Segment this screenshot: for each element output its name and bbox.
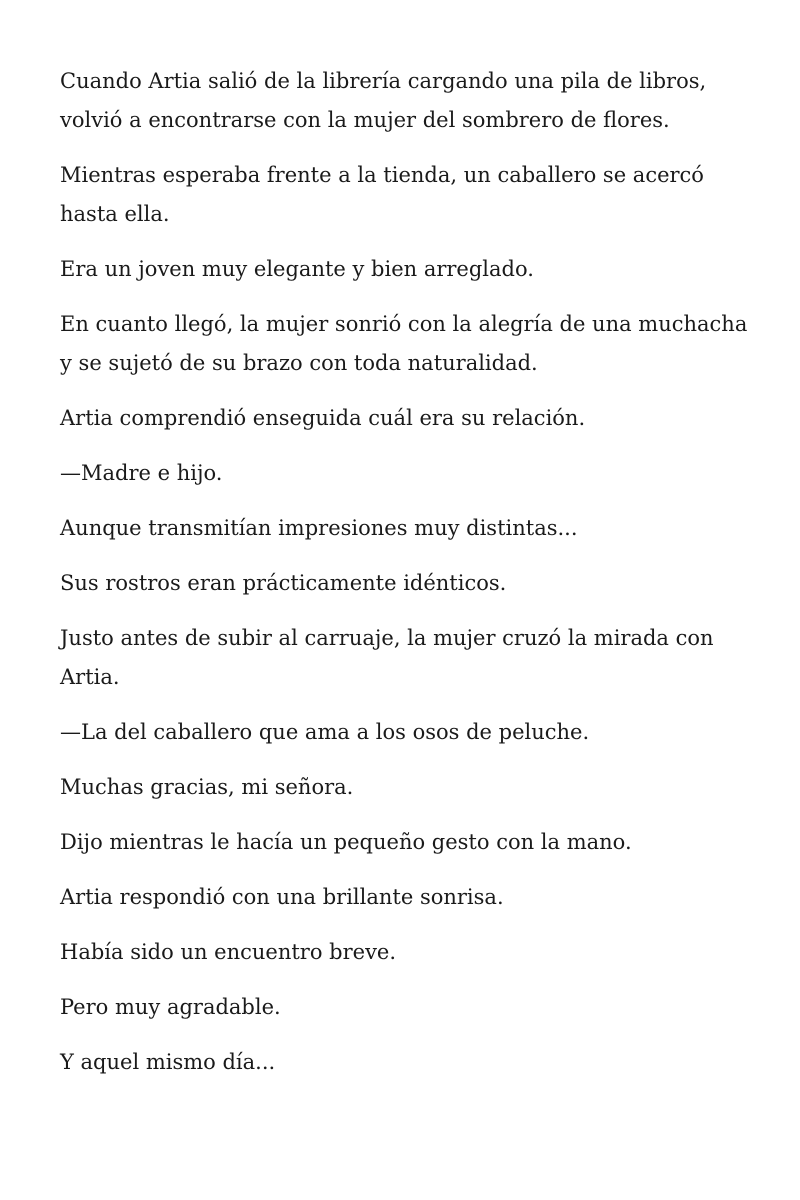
paragraph-8: Sus rostros eran prácticamente idénticos. xyxy=(60,571,507,595)
paragraph-11: Muchas gracias, mi señora. xyxy=(60,775,354,799)
paragraph-15: Pero muy agradable. xyxy=(60,995,281,1019)
paragraph-7: Aunque transmitían impresiones muy distintas... xyxy=(60,516,578,540)
paragraph-9: Justo antes de subir al carruaje, la mujer cruzó la mirada con Artia. xyxy=(60,626,714,689)
paragraph-14: Había sido un encuentro breve. xyxy=(60,940,397,964)
paragraph-2: Mientras esperaba frente a la tienda, un caballero se acercó hasta ella. xyxy=(60,163,704,226)
document-body xyxy=(60,62,750,1098)
paragraph-5: Artia comprendió enseguida cuál era su relación. xyxy=(60,406,586,430)
paragraph-1: Cuando Artia salió de la librería cargando una pila de libros, volvió a encontrarse con la mujer del sombrero de flores. xyxy=(60,69,707,132)
paragraph-12: Dijo mientras le hacía un pequeño gesto con la mano. xyxy=(60,830,632,854)
paragraph-3: Era un joven muy elegante y bien arreglado. xyxy=(60,257,534,281)
paragraph-13: Artia respondió con una brillante sonrisa. xyxy=(60,885,504,909)
paragraph-16: Y aquel mismo día... xyxy=(60,1050,276,1074)
paragraph-4: En cuanto llegó, la mujer sonrió con la alegría de una muchacha y se sujetó de su brazo con toda naturalidad. xyxy=(60,312,748,375)
paragraph-10: —La del caballero que ama a los osos de peluche. xyxy=(60,720,590,744)
paragraph-6: —Madre e hijo. xyxy=(60,461,223,485)
